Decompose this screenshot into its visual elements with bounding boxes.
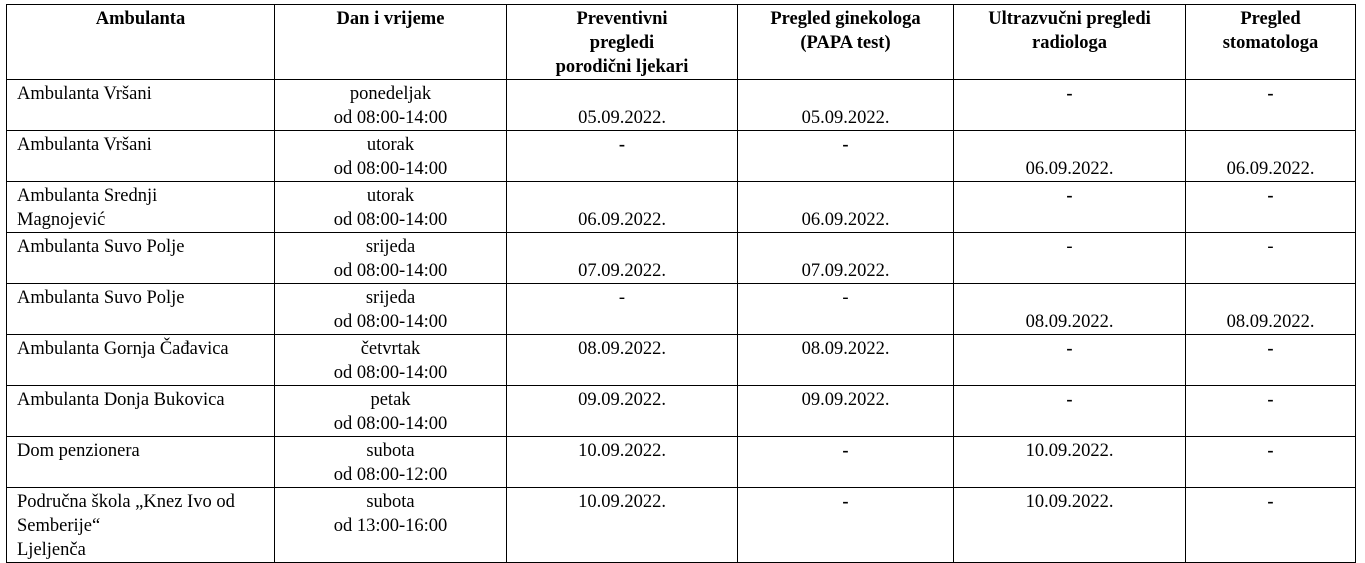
cell-ambulanta: [7, 284, 275, 335]
cell-ultra: [954, 437, 1186, 488]
cell-stom: [1186, 182, 1356, 233]
cell-ultra: [954, 233, 1186, 284]
header-line: Ambulanta: [95, 9, 186, 29]
cell-dan-i-vrijeme: [275, 131, 507, 182]
cell-dan-i-vrijeme: [275, 182, 507, 233]
time-range: od 13:00-16:00: [333, 516, 448, 536]
ambulanta-line: Semberije“: [17, 516, 101, 536]
cell-ambulanta: [7, 182, 275, 233]
cell-stom: [1186, 284, 1356, 335]
cell-prev: [507, 488, 738, 563]
cell-dan-i-vrijeme: [275, 80, 507, 131]
table-row: [7, 284, 1356, 335]
header-ambulanta: [7, 5, 275, 80]
time-range: od 08:00-14:00: [333, 210, 448, 230]
empty-dash: -: [1066, 186, 1073, 206]
cell-prev: [507, 335, 738, 386]
ambulanta-line: Ambulanta Suvo Polje: [17, 237, 185, 257]
empty-dash: -: [1066, 84, 1073, 104]
schedule-table: [6, 4, 1356, 563]
ambulanta-line: Ambulanta Gornja Čađavica: [17, 339, 229, 359]
ambulanta-line: Ambulanta Suvo Polje: [17, 288, 185, 308]
day-label: utorak: [366, 135, 415, 155]
ambulanta-line: Ambulanta Vršani: [17, 135, 152, 155]
header-line: radiologa: [1031, 33, 1108, 53]
cell-stom: [1186, 131, 1356, 182]
empty-dash: -: [842, 135, 849, 155]
ambulanta-line: Ambulanta Srednji: [17, 186, 158, 206]
ambulanta-line: Dom penzionera: [17, 441, 140, 461]
date-value: 10.09.2022.: [1025, 492, 1114, 512]
cell-dan-i-vrijeme: [275, 386, 507, 437]
cell-dan-i-vrijeme: [275, 233, 507, 284]
empty-dash: -: [1267, 339, 1274, 359]
day-label: utorak: [366, 186, 415, 206]
day-label: srijeda: [365, 237, 416, 257]
table-row: [7, 437, 1356, 488]
empty-dash: -: [1066, 237, 1073, 257]
header-preventivni-pregledi: [507, 5, 738, 80]
day-label: srijeda: [365, 288, 416, 308]
header-dan-i-vrijeme: [275, 5, 507, 80]
empty-dash: -: [618, 288, 626, 308]
cell-stom: [1186, 386, 1356, 437]
empty-dash: -: [1267, 441, 1274, 461]
time-range: od 08:00-14:00: [333, 312, 448, 332]
empty-dash: -: [618, 135, 626, 155]
table-row: [7, 233, 1356, 284]
empty-dash: -: [842, 441, 849, 461]
cell-prev: [507, 131, 738, 182]
day-label: ponedeljak: [349, 84, 432, 104]
empty-dash: -: [1066, 339, 1073, 359]
time-range: od 08:00-14:00: [333, 108, 448, 128]
ambulanta-line: Ambulanta Donja Bukovica: [17, 390, 225, 410]
cell-prev: [507, 437, 738, 488]
cell-stom: [1186, 335, 1356, 386]
cell-dan-i-vrijeme: [275, 488, 507, 563]
date-value: 10.09.2022.: [1025, 441, 1114, 461]
header-row: [7, 5, 1356, 80]
ambulanta-line: Ambulanta Vršani: [17, 84, 152, 104]
cell-gin: [738, 233, 954, 284]
cell-prev: [507, 182, 738, 233]
cell-ultra: [954, 335, 1186, 386]
cell-stom: [1186, 437, 1356, 488]
date-value: 07.09.2022.: [578, 261, 666, 281]
header-line: Dan i vrijeme: [336, 9, 445, 29]
cell-gin: [738, 284, 954, 335]
date-value: 08.09.2022.: [578, 339, 666, 359]
table-row: [7, 182, 1356, 233]
cell-prev: [507, 233, 738, 284]
cell-ultra: [954, 182, 1186, 233]
cell-gin: [738, 131, 954, 182]
cell-gin: [738, 80, 954, 131]
cell-ultra: [954, 488, 1186, 563]
cell-ambulanta: [7, 437, 275, 488]
date-value: 06.09.2022.: [578, 210, 666, 230]
cell-ultra: [954, 131, 1186, 182]
table-row: [7, 80, 1356, 131]
date-value: 08.09.2022.: [801, 339, 890, 359]
cell-dan-i-vrijeme: [275, 437, 507, 488]
header-pregled-stomatologa: [1186, 5, 1356, 80]
table-row: [7, 131, 1356, 182]
header-line: Ultrazvučni pregledi: [988, 9, 1151, 29]
cell-ambulanta: [7, 80, 275, 131]
day-label: subota: [366, 441, 415, 461]
header-line: (PAPA test): [800, 33, 891, 53]
empty-dash: -: [1267, 492, 1274, 512]
day-label: subota: [366, 492, 415, 512]
cell-dan-i-vrijeme: [275, 335, 507, 386]
header-line: porodični ljekari: [555, 57, 689, 77]
header-line: stomatologa: [1222, 33, 1319, 53]
day-label: petak: [370, 390, 411, 410]
cell-prev: [507, 284, 738, 335]
ambulanta-line: Magnojević: [17, 210, 106, 230]
ambulanta-line: Područna škola „Knez Ivo od: [17, 492, 235, 512]
header-pregled-ginekologa: [738, 5, 954, 80]
cell-gin: [738, 437, 954, 488]
header-line: pregledi: [589, 33, 655, 53]
empty-dash: -: [1267, 186, 1274, 206]
time-range: od 08:00-14:00: [333, 159, 448, 179]
table-row: [7, 386, 1356, 437]
time-range: od 08:00-12:00: [333, 465, 448, 485]
date-value: 06.09.2022.: [1025, 159, 1114, 179]
time-range: od 08:00-14:00: [333, 261, 448, 281]
cell-dan-i-vrijeme: [275, 284, 507, 335]
date-value: 07.09.2022.: [801, 261, 890, 281]
date-value: 06.09.2022.: [1226, 159, 1315, 179]
table-row: [7, 488, 1356, 563]
date-value: 05.09.2022.: [801, 108, 890, 128]
header-line: Preventivni: [576, 9, 668, 29]
date-value: 09.09.2022.: [578, 390, 666, 410]
empty-dash: -: [1066, 390, 1073, 410]
date-value: 10.09.2022.: [578, 441, 666, 461]
cell-gin: [738, 488, 954, 563]
time-range: od 08:00-14:00: [333, 363, 448, 383]
empty-dash: -: [1267, 237, 1274, 257]
header-ultrazvucni-pregledi: [954, 5, 1186, 80]
cell-ultra: [954, 284, 1186, 335]
ambulanta-line: Ljeljenča: [17, 540, 86, 560]
day-label: četvrtak: [360, 339, 421, 359]
header-line: Pregled ginekologa: [770, 9, 921, 29]
empty-dash: -: [1267, 390, 1274, 410]
cell-stom: [1186, 488, 1356, 563]
cell-prev: [507, 386, 738, 437]
cell-stom: [1186, 80, 1356, 131]
cell-stom: [1186, 233, 1356, 284]
date-value: 06.09.2022.: [801, 210, 890, 230]
cell-ambulanta: [7, 233, 275, 284]
date-value: 05.09.2022.: [578, 108, 666, 128]
time-range: od 08:00-14:00: [333, 414, 448, 434]
empty-dash: -: [842, 492, 849, 512]
cell-gin: [738, 386, 954, 437]
date-value: 10.09.2022.: [578, 492, 666, 512]
cell-ambulanta: [7, 386, 275, 437]
empty-dash: -: [1267, 84, 1274, 104]
cell-ultra: [954, 386, 1186, 437]
table-body: [7, 80, 1356, 563]
empty-dash: -: [842, 288, 849, 308]
cell-prev: [507, 80, 738, 131]
cell-gin: [738, 182, 954, 233]
header-line: Pregled: [1240, 9, 1301, 29]
cell-ambulanta: [7, 131, 275, 182]
table-row: [7, 335, 1356, 386]
cell-gin: [738, 335, 954, 386]
cell-ultra: [954, 80, 1186, 131]
cell-ambulanta: [7, 488, 275, 563]
date-value: 09.09.2022.: [801, 390, 890, 410]
cell-ambulanta: [7, 335, 275, 386]
date-value: 08.09.2022.: [1025, 312, 1114, 332]
date-value: 08.09.2022.: [1226, 312, 1315, 332]
